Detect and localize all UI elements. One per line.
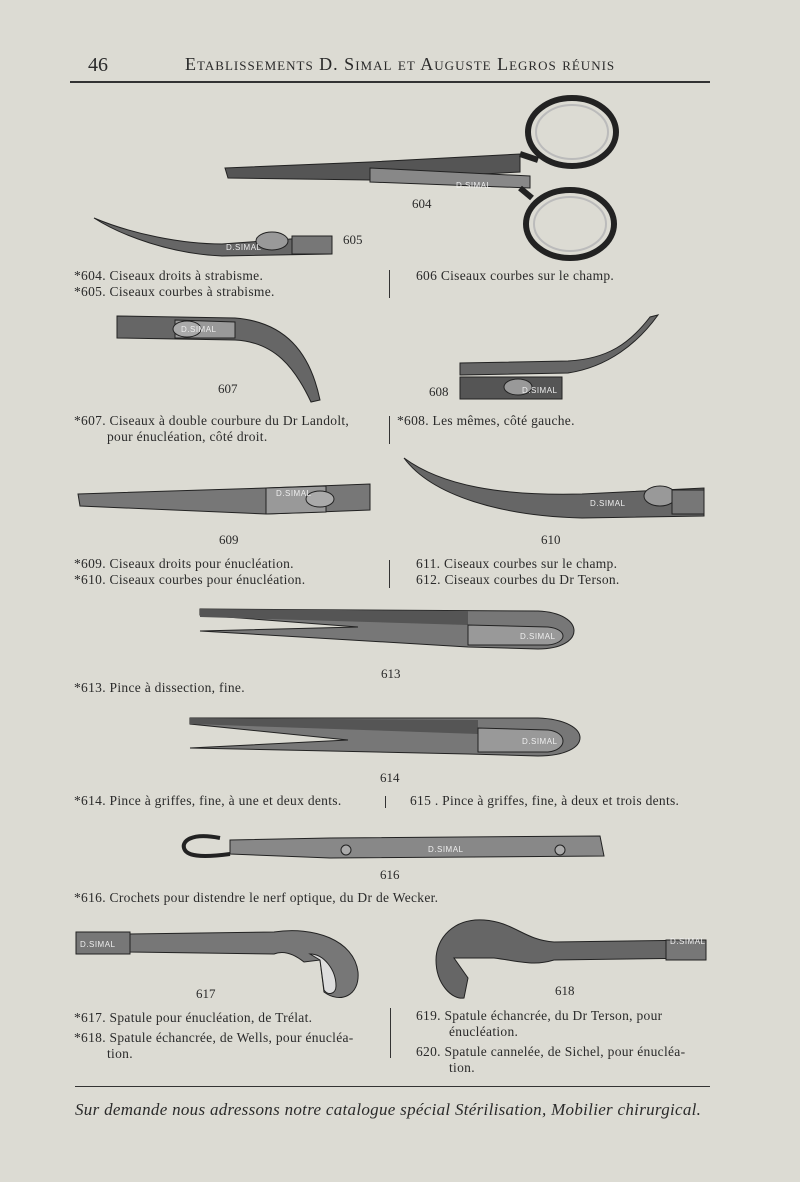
brand-mark-618: D.SIMAL (670, 937, 706, 946)
caption-607-line1: *607. Ciseaux à double courbure du Dr Landolt, (74, 413, 350, 428)
caption-609: *609. Ciseaux droits pour énucléation. (74, 556, 294, 571)
forceps-614-illustration (188, 714, 596, 760)
hook-616-illustration (180, 828, 606, 866)
caption-615: 615 . Pince à griffes, fine, à deux et trois dents. (410, 793, 680, 808)
scissors-610-illustration (402, 456, 706, 522)
caption-612: 612. Ciseaux courbes du Dr Terson. (416, 572, 620, 587)
forceps-613-illustration (198, 603, 586, 653)
figure-number-605: 605 (343, 232, 363, 247)
scissors-605-illustration (92, 214, 337, 260)
footer-note: Sur demande nous adressons notre catalogue spécial Stérilisation, Mobilier chirurgical. (75, 1100, 702, 1119)
figure-number-614: 614 (380, 770, 400, 785)
caption-620-line1: 620. Spatule cannelée, de Sichel, pour énucléa- (416, 1044, 686, 1059)
caption-619-620 (416, 1008, 685, 1076)
footer-rule (75, 1086, 710, 1087)
figure-number-609: 609 (219, 532, 239, 547)
caption-618-line1: *618. Spatule échancrée, de Wells, pour énucléa- (74, 1030, 354, 1045)
brand-mark-607: D.SIMAL (181, 325, 217, 334)
scissors-608-illustration (458, 313, 660, 405)
page-number: 46 (88, 54, 108, 76)
brand-mark-613: D.SIMAL (520, 632, 556, 641)
caption-619-line1: 619. Spatule échancrée, du Dr Terson, pour (416, 1008, 663, 1023)
figure-number-617: 617 (196, 986, 216, 1001)
column-divider (385, 796, 386, 808)
brand-mark-604: D.SIMAL (456, 181, 492, 190)
caption-604-605 (74, 268, 275, 300)
caption-607-line2: pour énucléation, côté droit. (107, 429, 268, 444)
caption-607 (74, 413, 349, 445)
figure-number-608: 608 (429, 384, 449, 399)
caption-617-618 (74, 1010, 354, 1062)
figure-number-604: 604 (412, 196, 432, 211)
caption-616: *616. Crochets pour distendre le nerf optique, du Dr de Wecker. (74, 890, 439, 905)
figure-number-607: 607 (218, 381, 238, 396)
caption-611-612 (416, 556, 620, 588)
figure-number-618: 618 (555, 983, 575, 998)
brand-mark-608: D.SIMAL (522, 386, 558, 395)
caption-606: 606 Ciseaux courbes sur le champ. (416, 268, 615, 283)
brand-mark-616: D.SIMAL (428, 845, 464, 854)
header-rule (70, 81, 710, 83)
column-divider (389, 270, 390, 298)
brand-mark-605: D.SIMAL (226, 243, 262, 252)
figure-number-610: 610 (541, 532, 561, 547)
caption-605: *605. Ciseaux courbes à strabisme. (74, 284, 275, 299)
caption-614: *614. Pince à griffes, fine, à une et deux dents. (74, 793, 342, 808)
caption-619-line2: énucléation. (449, 1024, 519, 1039)
brand-mark-610: D.SIMAL (590, 499, 626, 508)
caption-608: *608. Les mêmes, côté gauche. (397, 413, 575, 428)
brand-mark-614: D.SIMAL (522, 737, 558, 746)
brand-mark-609: D.SIMAL (276, 489, 312, 498)
running-header: Etablissements D. Simal et Auguste Legros réunis (185, 54, 616, 74)
column-divider (390, 1008, 391, 1058)
caption-613: *613. Pince à dissection, fine. (74, 680, 245, 695)
caption-620-line2: tion. (449, 1060, 475, 1075)
caption-604: *604. Ciseaux droits à strabisme. (74, 268, 264, 283)
brand-mark-617: D.SIMAL (80, 940, 116, 949)
column-divider (389, 560, 390, 588)
scissors-609-illustration (76, 480, 372, 520)
figure-number-613: 613 (381, 666, 401, 681)
column-divider (389, 416, 390, 444)
figure-number-616: 616 (380, 867, 400, 882)
caption-611: 611. Ciseaux courbes sur le champ. (416, 556, 618, 571)
spatula-617-illustration (74, 920, 362, 1002)
caption-618-line2: tion. (107, 1046, 133, 1061)
caption-609-610 (74, 556, 305, 588)
caption-610: *610. Ciseaux courbes pour énucléation. (74, 572, 306, 587)
caption-617: *617. Spatule pour énucléation, de Trélat. (74, 1010, 313, 1025)
